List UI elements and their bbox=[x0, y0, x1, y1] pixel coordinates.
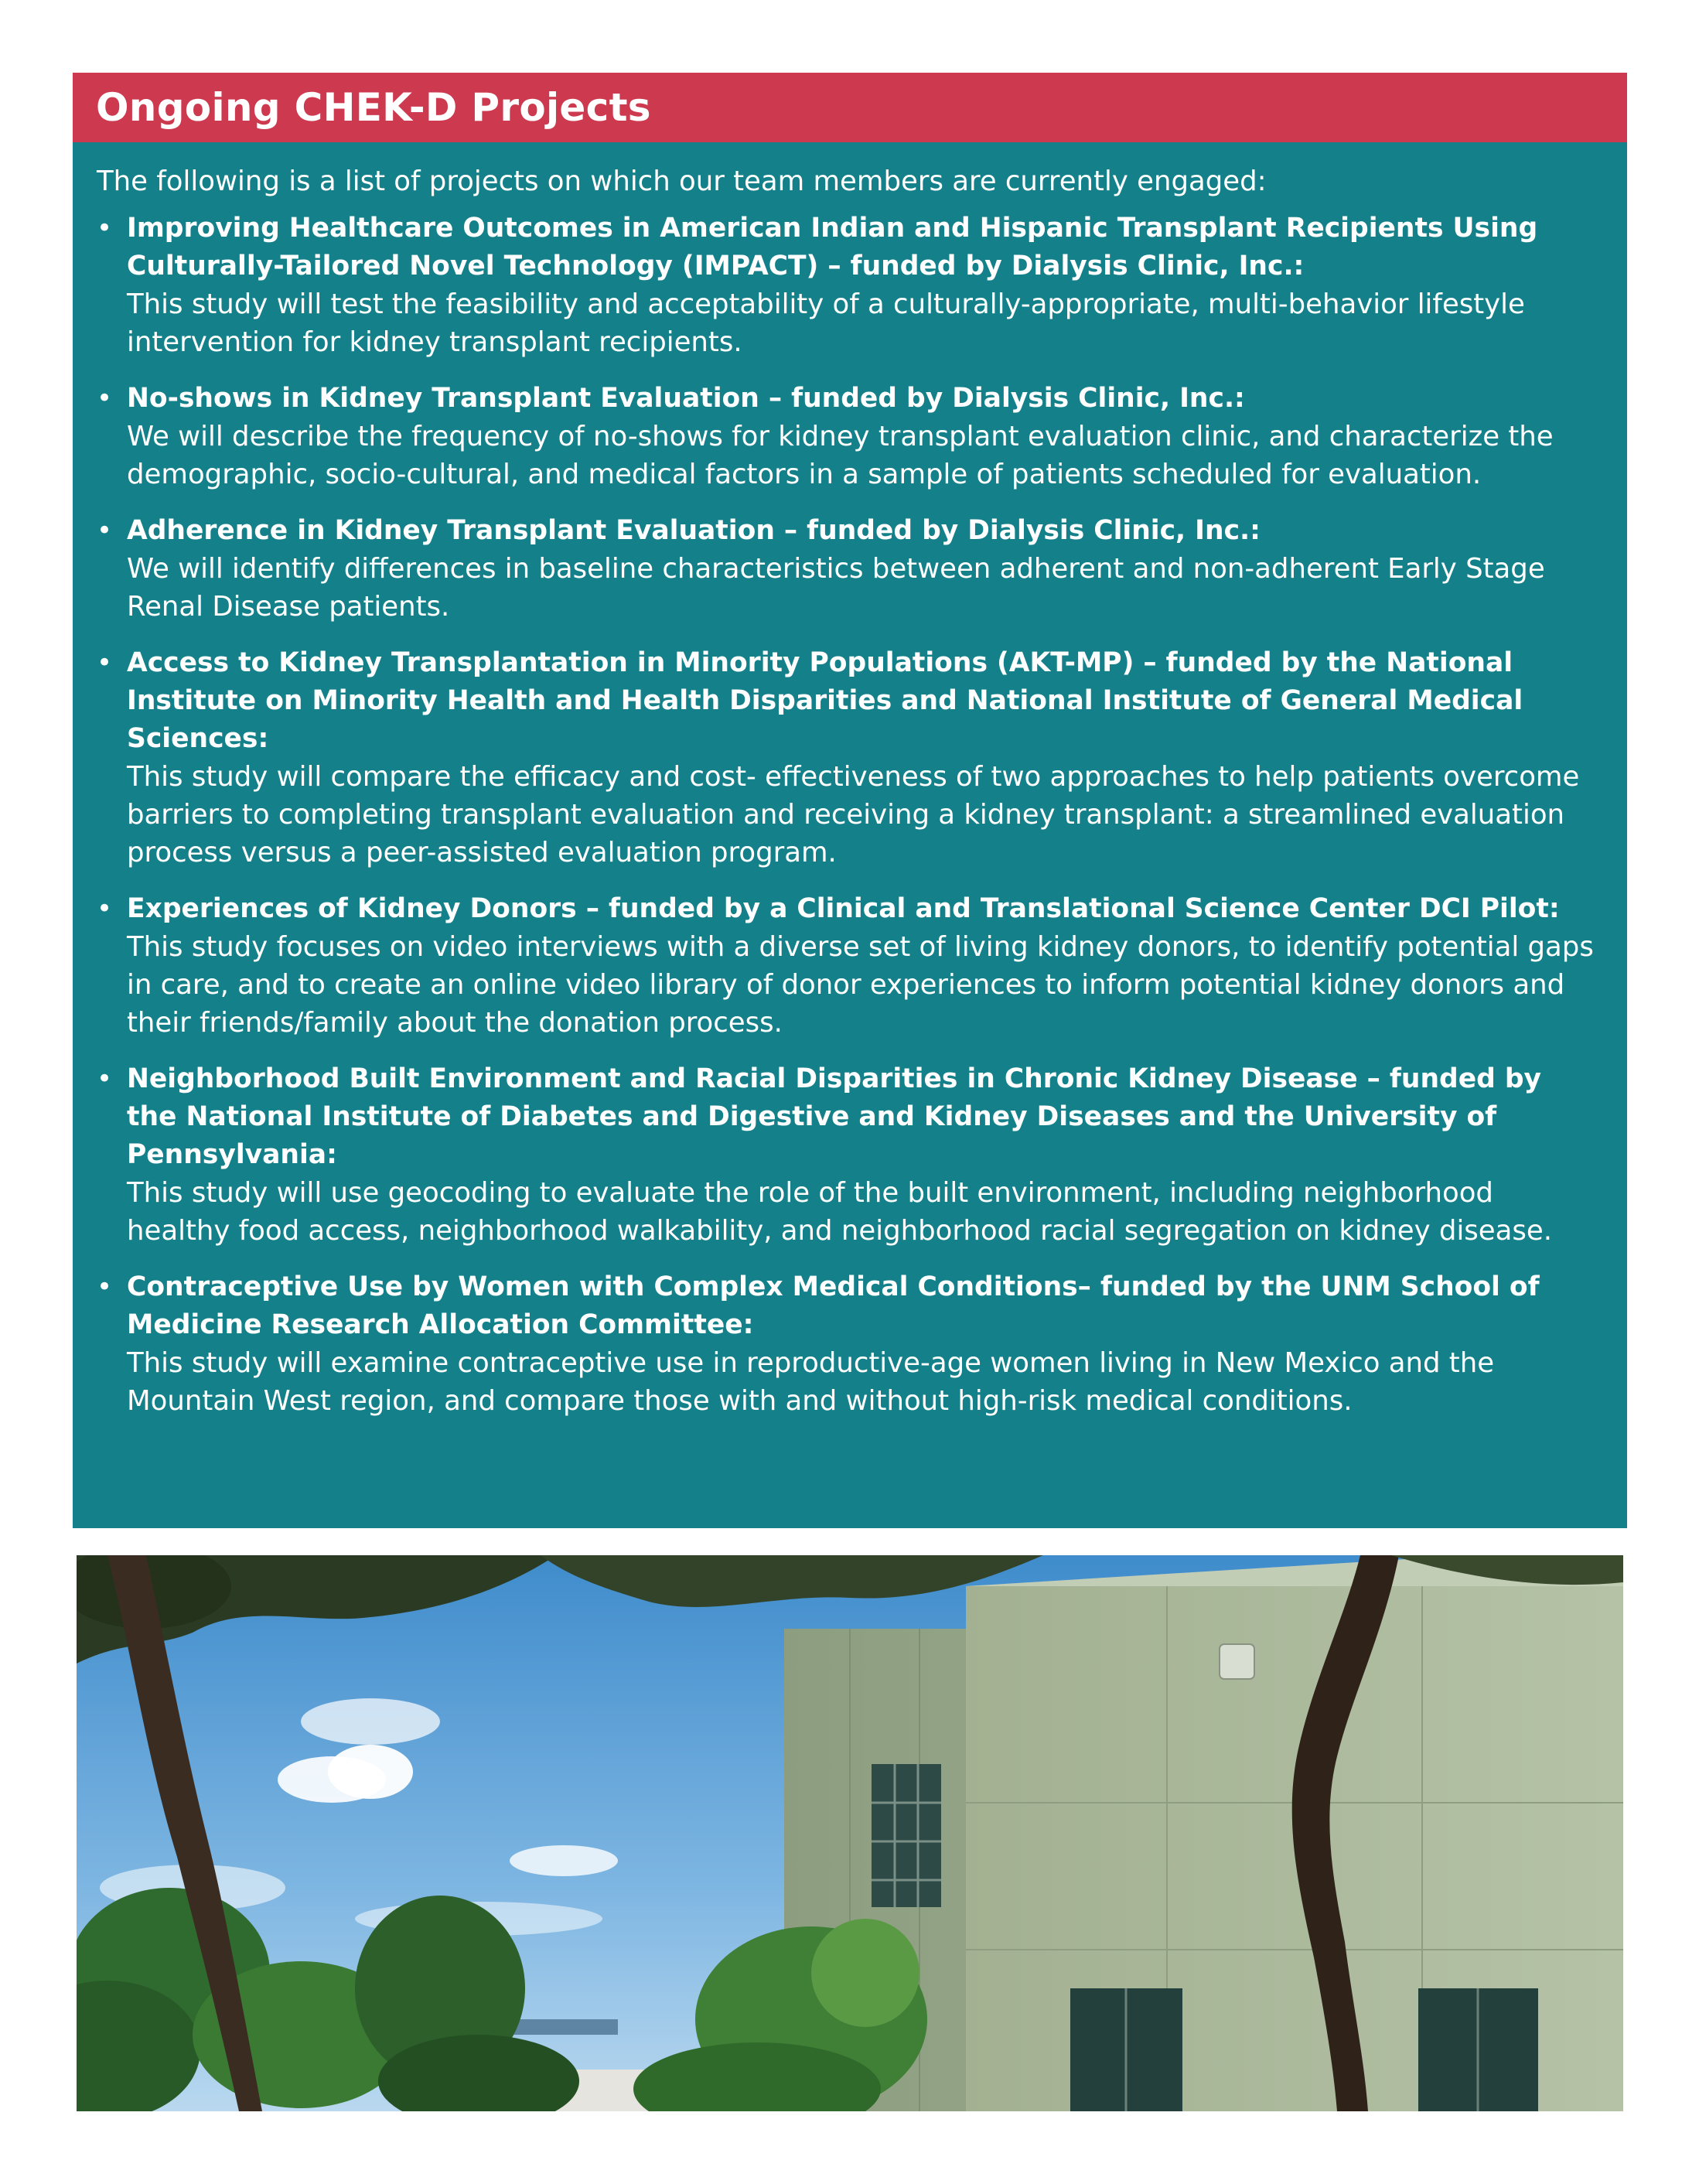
project-item bbox=[97, 512, 1596, 626]
bullet-icon: • bbox=[97, 1063, 113, 1094]
project-title: Adherence in Kidney Transplant Evaluation – funded by Dialysis Clinic, Inc.: bbox=[127, 515, 1261, 546]
project-item bbox=[97, 890, 1596, 1042]
intro-text: The following is a list of projects on which our team members are currently engaged: bbox=[97, 166, 1267, 197]
bullet-icon: • bbox=[97, 515, 113, 546]
bullet-icon: • bbox=[97, 1271, 113, 1302]
project-description: This study will compare the efficacy and cost- effectiveness of two approaches to help patients overcome barriers to completing transplant evaluation and receiving a kidney transplant: a streamlined evaluation process versus a peer-assisted evaluation program. bbox=[127, 761, 1580, 868]
project-description: We will describe the frequency of no-shows for kidney transplant evaluation clinic, and characterize the demographic, socio-cultural, and medical factors in a sample of patients scheduled for evaluation. bbox=[127, 421, 1554, 490]
project-title: Experiences of Kidney Donors – funded by a Clinical and Translational Science Center DCI Pilot: bbox=[127, 893, 1560, 924]
projects-panel bbox=[73, 142, 1627, 1528]
building-photo-illustration bbox=[77, 1555, 1623, 2111]
project-item bbox=[97, 644, 1596, 872]
project-list bbox=[97, 210, 1596, 1420]
project-item bbox=[97, 210, 1596, 361]
project-description: This study will examine contraceptive use in reproductive-age women living in New Mexico and the Mountain West region, and compare those with and without high-risk medical conditions. bbox=[127, 1347, 1495, 1417]
project-title: No-shows in Kidney Transplant Evaluation – funded by Dialysis Clinic, Inc.: bbox=[127, 383, 1245, 414]
project-item bbox=[97, 1268, 1596, 1420]
project-title: Contraceptive Use by Women with Complex Medical Conditions– funded by the UNM School of Medicine Research Allocation Committee: bbox=[127, 1271, 1540, 1340]
project-description: We will identify differences in baseline characteristics between adherent and non-adherent Early Stage Renal Disease patients. bbox=[127, 553, 1545, 623]
section-header bbox=[73, 73, 1627, 142]
bullet-icon: • bbox=[97, 647, 113, 678]
project-description: This study focuses on video interviews with a diverse set of living kidney donors, to identify potential gaps in care, and to create an online video library of donor experiences to inform potential kidney donors and their friends/family about the donation process. bbox=[127, 931, 1594, 1039]
campus-building-photo bbox=[77, 1555, 1623, 2111]
project-item bbox=[97, 1060, 1596, 1250]
project-title: Improving Healthcare Outcomes in American Indian and Hispanic Transplant Recipients Using Culturally-Tailored Novel Technology (IMPACT) – funded by Dialysis Clinic, Inc.: bbox=[127, 213, 1538, 282]
project-description: This study will use geocoding to evaluate the role of the built environment, including neighborhood healthy food access, neighborhood walkability, and neighborhood racial segregation on kidney disease. bbox=[127, 1177, 1553, 1247]
project-title: Access to Kidney Transplantation in Minority Populations (AKT-MP) – funded by the National Institute on Minority Health and Health Disparities and National Institute of General Medical Sciences: bbox=[127, 647, 1523, 754]
project-title: Neighborhood Built Environment and Racial Disparities in Chronic Kidney Disease – funded by the National Institute of Diabetes and Digestive and Kidney Diseases and the University of Pennsylvania: bbox=[127, 1063, 1542, 1170]
project-item bbox=[97, 380, 1596, 493]
bullet-icon: • bbox=[97, 383, 113, 414]
bullet-icon: • bbox=[97, 893, 113, 924]
page-title: Ongoing CHEK-D Projects bbox=[96, 85, 651, 130]
project-description: This study will test the feasibility and acceptability of a culturally-appropriate, multi-behavior lifestyle intervention for kidney transplant recipients. bbox=[127, 288, 1525, 358]
bullet-icon: • bbox=[97, 213, 113, 244]
